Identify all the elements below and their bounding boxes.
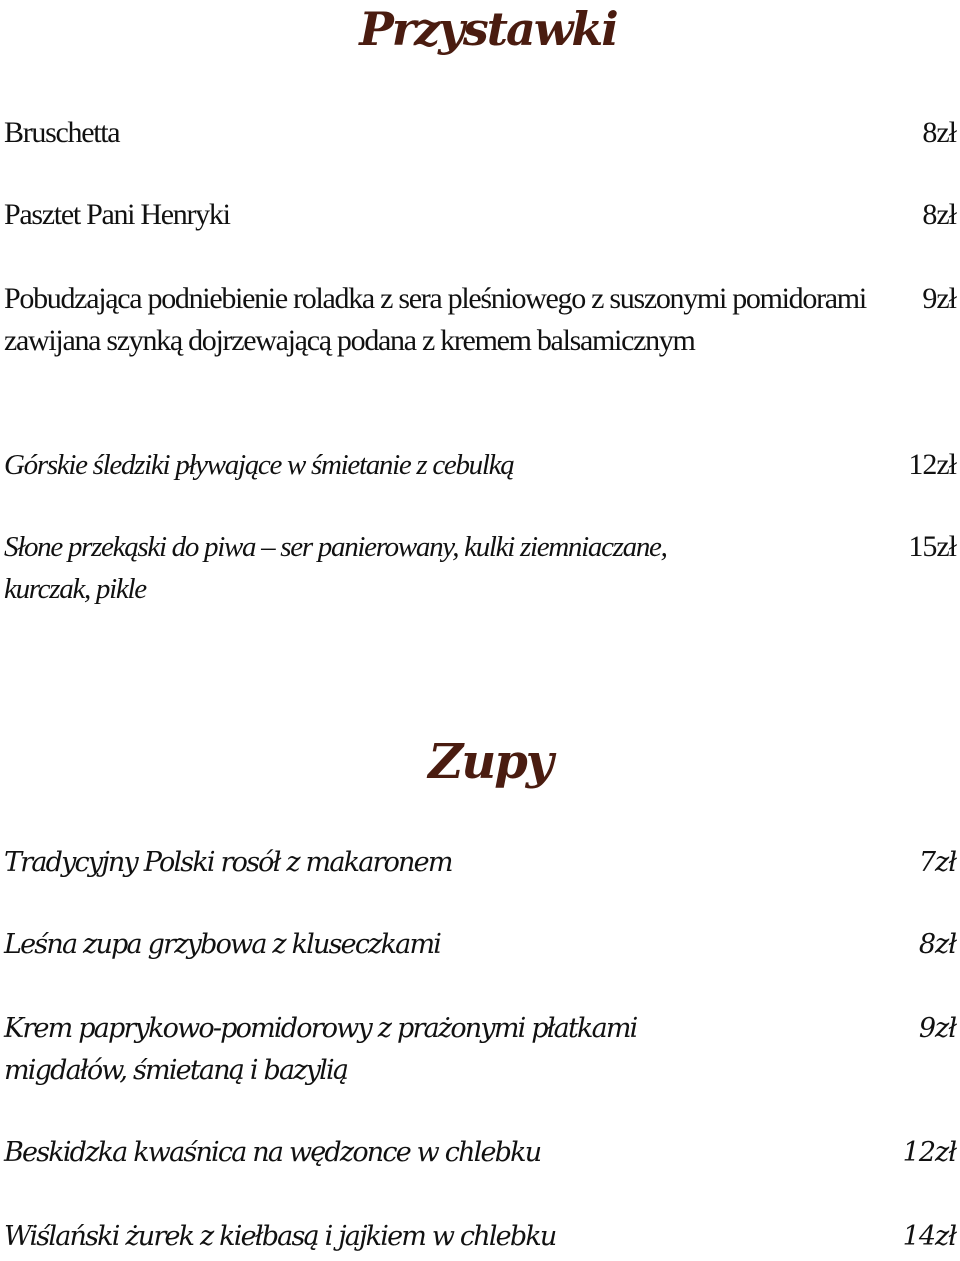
menu-item-price: 9zł [922, 282, 956, 315]
menu-item-name: Górskie śledziki pływające w śmietanie z cebulką [4, 449, 514, 481]
menu-item-price: 8zł [918, 929, 956, 960]
menu-item-zurek [4, 1216, 956, 1258]
menu-item-sledziki [4, 444, 956, 486]
menu-item-name: Tradycyjny Polski rosół z makaronem [4, 847, 452, 878]
section-title-soups: Zupy [428, 734, 552, 790]
menu-item-price: 12zł [902, 1137, 956, 1168]
menu-item-name: Krem paprykowo-pomidorowy z prażonymi płatkami migdałów, śmietaną i bazylią [4, 1013, 637, 1086]
menu-item-grzybowa [4, 924, 956, 966]
menu-item-pasztet [4, 194, 956, 236]
section-title-starters: Przystawki [359, 2, 617, 56]
menu-item-name: Pobudzająca podniebienie roladka z sera pleśniowego z suszonymi pomidorami zawijana szynką dojrzewającą podana z kremem balsamicznym [4, 282, 866, 357]
menu-item-price: 7zł [918, 847, 956, 878]
menu-item-rosol [4, 842, 956, 884]
menu-item-name: Wiślański żurek z kiełbasą i jajkiem w chlebku [4, 1221, 556, 1252]
menu-item-name: Bruschetta [4, 116, 120, 149]
menu-item-krem [4, 1008, 956, 1092]
menu-item-name: Pasztet Pani Henryki [4, 198, 230, 231]
menu-item-price: 15zł [908, 530, 956, 563]
menu-item-name: Leśna zupa grzybowa z kluseczkami [4, 929, 441, 960]
menu-item-price: 14zł [902, 1221, 956, 1252]
menu-item-name: Beskidzka kwaśnica na wędzonce w chlebku [4, 1137, 541, 1168]
menu-item-roladka [4, 278, 956, 362]
menu-item-bruschetta [4, 112, 956, 154]
menu-item-price: 9zł [918, 1013, 956, 1044]
menu-item-price: 8zł [922, 198, 956, 231]
menu-item-price: 8zł [922, 116, 956, 149]
menu-item-kwasnica [4, 1132, 956, 1174]
menu-item-name: Słone przekąski do piwa – ser panierowany, kulki ziemniaczane, kurczak, pikle [4, 531, 667, 605]
menu-item-price: 12zł [908, 448, 956, 481]
menu-item-przekaski [4, 526, 956, 610]
